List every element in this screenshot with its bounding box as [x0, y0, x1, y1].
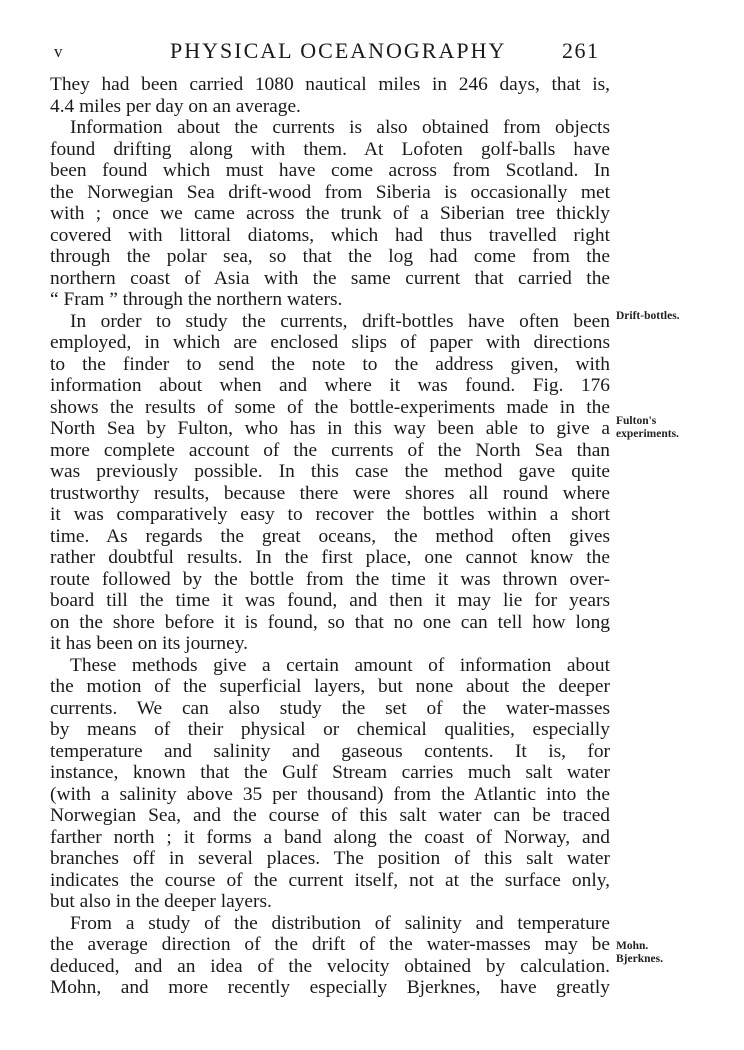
text-line: Information about the currents is also obtained from objects — [70, 117, 610, 138]
margin-note-line: Fulton's — [616, 415, 657, 427]
text-line: but also in the deeper layers. — [50, 891, 272, 912]
text-line: rather doubtful results. In the first place, one cannot know the — [50, 547, 610, 568]
text-line: the motion of the superficial layers, but none about the deeper — [50, 676, 610, 697]
margin-note-mohn: Mohn. — [616, 940, 649, 952]
text-line: (with a salinity above 35 per thousand) from the Atlantic into the — [50, 783, 610, 805]
margin-note-drift-bottles: Drift-bottles. — [616, 310, 680, 322]
text-line: deduced, and an idea of the velocity obtained by calculation. — [50, 955, 610, 977]
text-line: by means of their physical or chemical qualities, especially — [50, 719, 610, 740]
text-line: more complete account of the currents of the North Sea than — [50, 439, 610, 461]
text-line: the Norwegian Sea drift-wood from Siberia is occasionally met — [50, 181, 610, 203]
text-line: branches off in several places. The position of this salt water — [50, 848, 610, 869]
text-line: From a study of the distribution of salinity and temperature — [70, 912, 610, 934]
margin-note-bjerknes: Bjerknes. — [616, 953, 663, 965]
text-line: it was comparatively easy to recover the bottles within a short — [50, 504, 610, 525]
text-line: indicates the course of the current itself, not at the surface only, — [50, 869, 610, 891]
margin-note-line: experiments. — [616, 428, 679, 440]
text-line: the average direction of the drift of the water-masses may be — [50, 934, 610, 955]
text-line: trustworthy results, because there were shores all round where — [50, 482, 610, 504]
text-line: time. As regards the great oceans, the method often gives — [50, 525, 610, 547]
text-line: northern coast of Asia with the same current that carried the — [50, 267, 610, 289]
text-line: instance, known that the Gulf Stream carries much salt water — [50, 762, 610, 783]
running-header — [0, 38, 744, 68]
chapter-number: v — [54, 42, 64, 61]
text-line: They had been carried 1080 nautical miles in 246 days, that is, — [50, 74, 610, 95]
page-number: 261 — [562, 38, 600, 63]
text-line: found drifting along with them. At Lofoten golf-balls have — [50, 138, 610, 160]
text-line: board till the time it was found, and then it may lie for years — [50, 590, 610, 611]
text-line: These methods give a certain amount of information about — [70, 654, 610, 676]
text-line: information about when and where it was found. Fig. 176 — [50, 375, 610, 396]
text-line: with ; once we came across the trunk of a Siberian tree thickly — [50, 203, 610, 224]
text-line: 4.4 miles per day on an average. — [50, 95, 301, 117]
text-line: shows the results of some of the bottle-experiments made in the — [50, 396, 610, 418]
page-title: PHYSICAL OCEANOGRAPHY — [170, 38, 507, 63]
text-line: In order to study the currents, drift-bottles have often been — [70, 310, 610, 332]
margin-note-fultons-experiments — [616, 415, 679, 441]
text-line: was previously possible. In this case the method gave quite — [50, 461, 610, 482]
text-line: Norwegian Sea, and the course of this salt water can be traced — [50, 805, 610, 826]
text-line: “ Fram ” through the northern waters. — [50, 289, 343, 310]
text-line: been found which must have come across from Scotland. In — [50, 160, 610, 181]
text-line: currents. We can also study the set of the water-masses — [50, 697, 610, 719]
text-line: on the shore before it is found, so that no one can tell how long — [50, 611, 610, 633]
body-text — [50, 74, 610, 999]
text-line: it has been on its journey. — [50, 633, 248, 654]
text-line: route followed by the bottle from the time it was thrown over- — [50, 568, 610, 590]
text-line: employed, in which are enclosed slips of paper with directions — [50, 332, 610, 353]
text-line: Mohn, and more recently especially Bjerknes, have greatly — [50, 977, 610, 998]
text-line: farther north ; it forms a band along the coast of Norway, and — [50, 826, 610, 848]
text-line: temperature and salinity and gaseous contents. It is, for — [50, 740, 610, 762]
text-line: through the polar sea, so that the log had come from the — [50, 246, 610, 267]
text-line: North Sea by Fulton, who has in this way been able to give a — [50, 418, 610, 439]
text-line: covered with littoral diatoms, which had thus travelled right — [50, 224, 610, 246]
text-line: to the finder to send the note to the address given, with — [50, 353, 610, 375]
